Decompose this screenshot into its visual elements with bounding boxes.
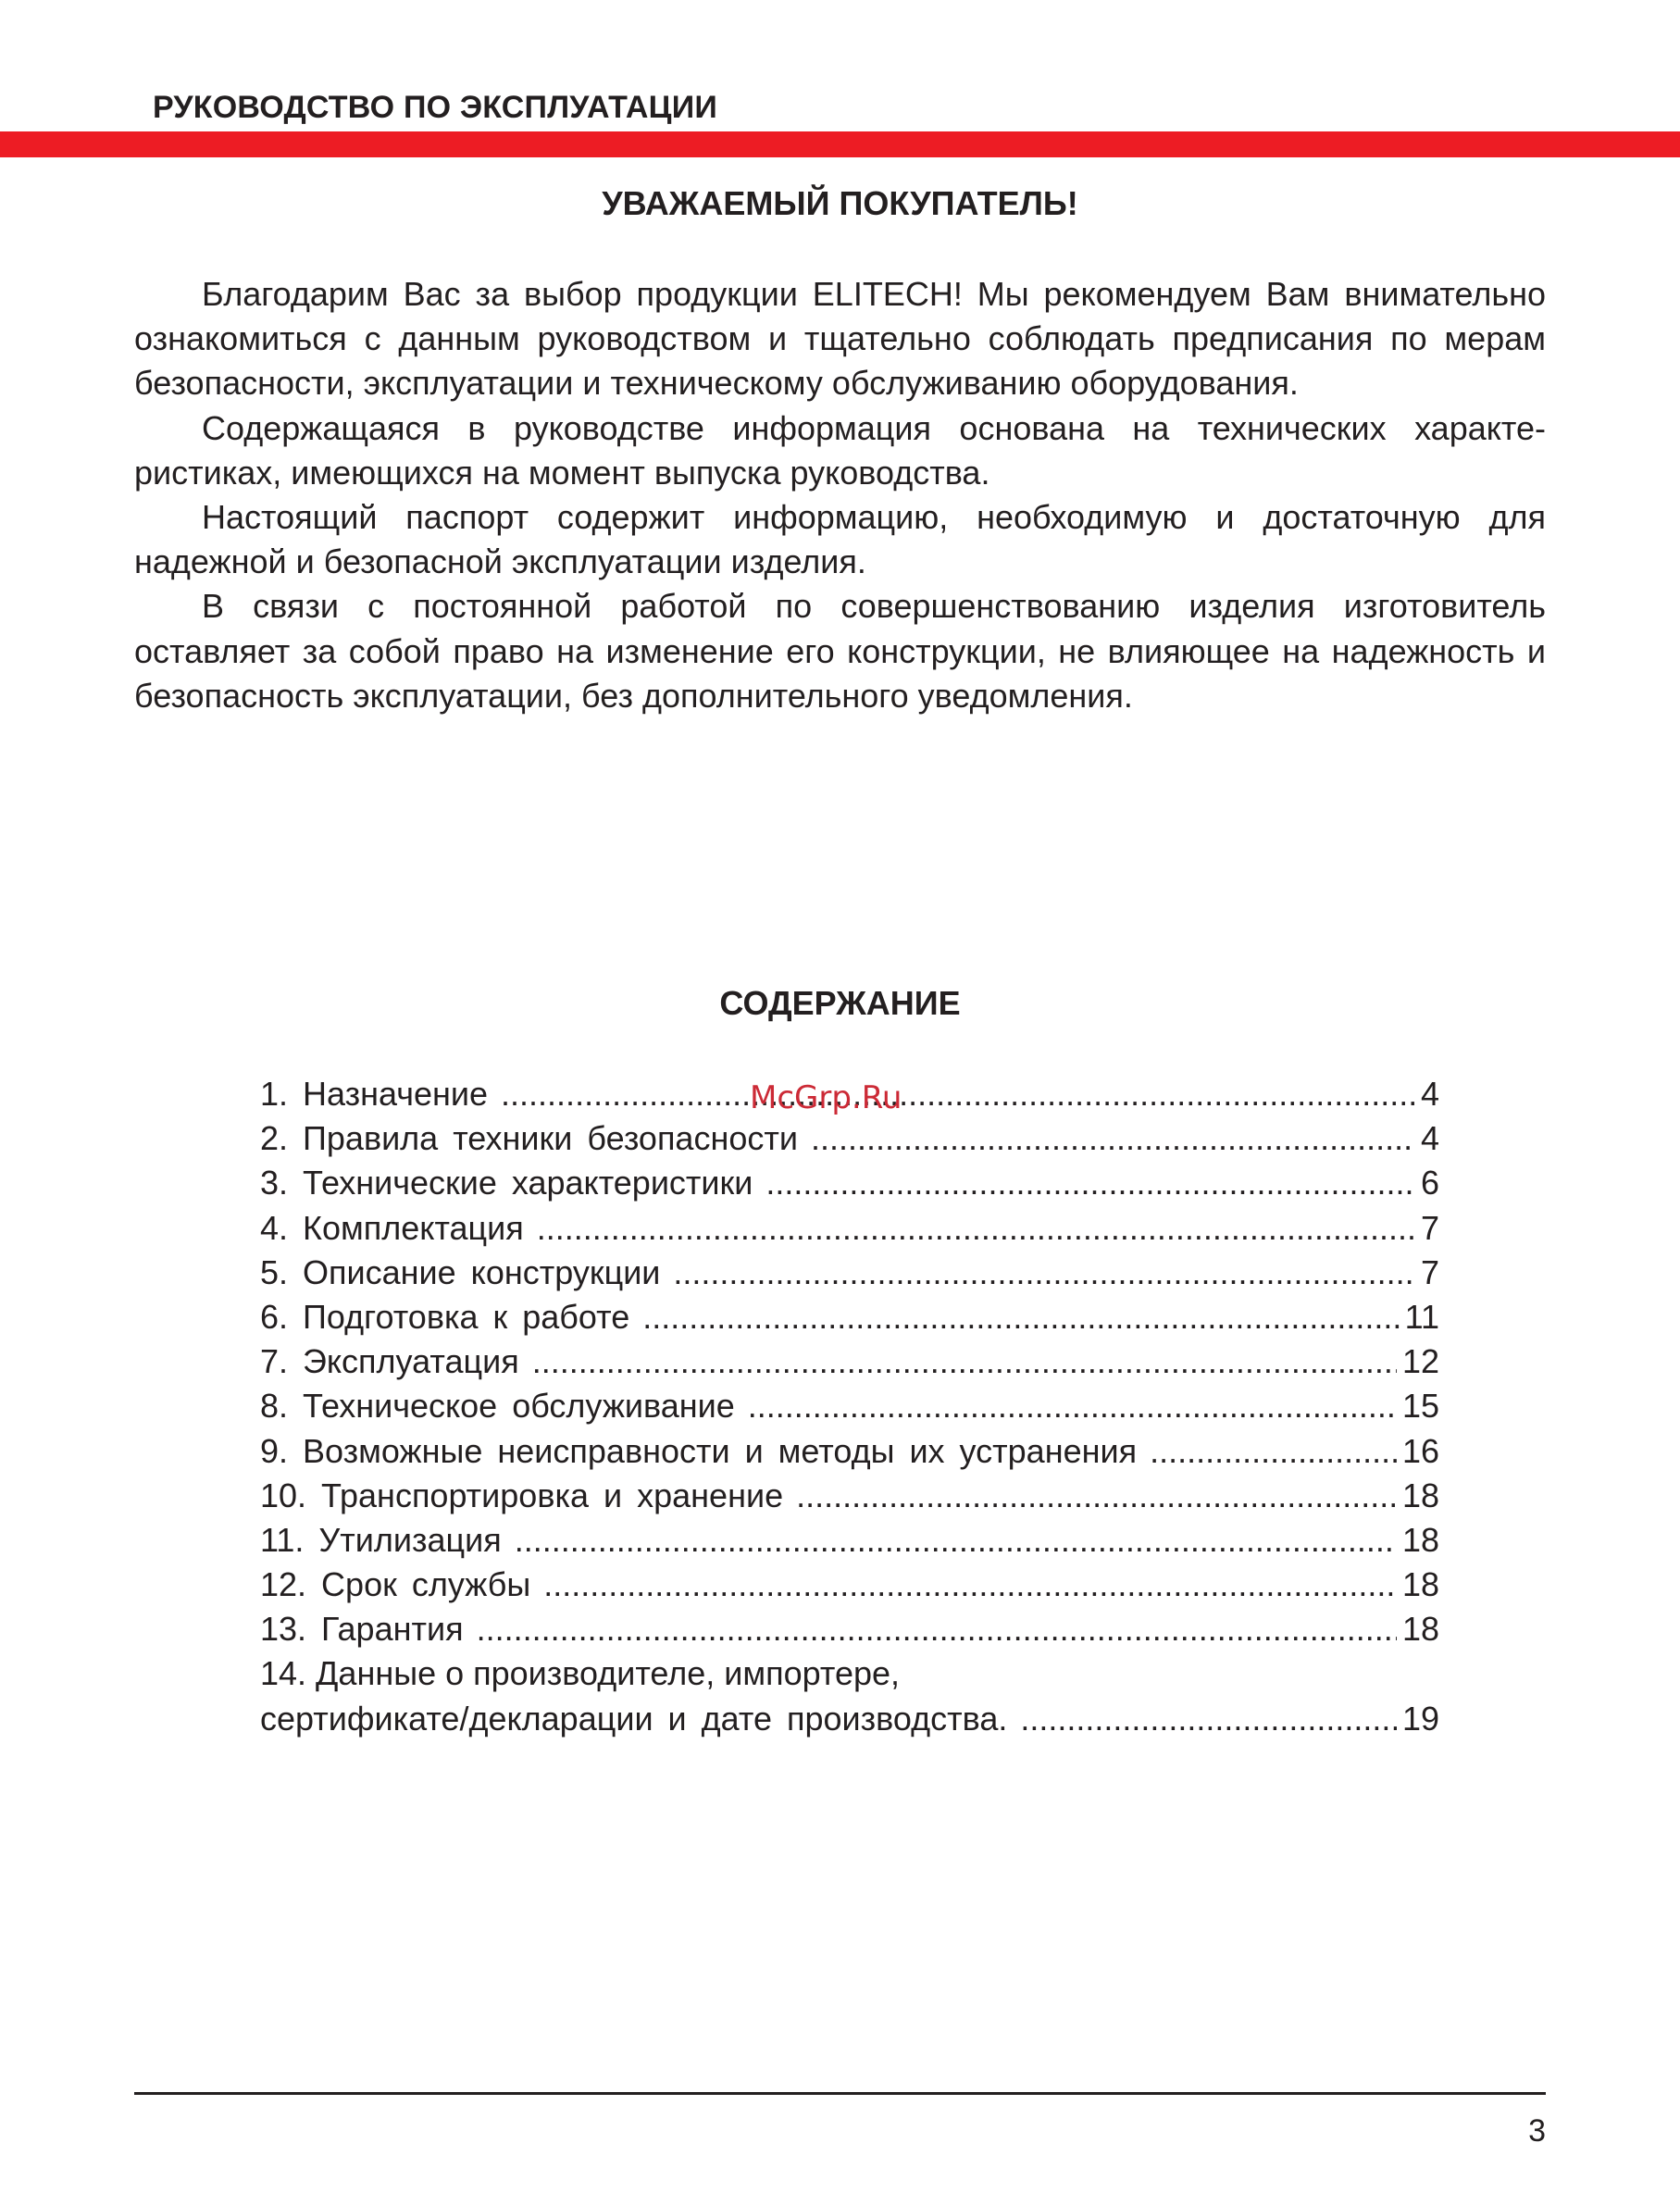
toc-item-label: 9. Возможные неисправности и методы их устранения [260, 1431, 1138, 1470]
toc-dot-leader [515, 1518, 1397, 1563]
toc-item-page: 15 [1401, 1387, 1439, 1426]
toc-item-warranty[interactable] [260, 1607, 1439, 1651]
toc-dot-leader [796, 1474, 1397, 1518]
toc-heading: СОДЕРЖАНИЕ [719, 984, 961, 1022]
toc-item-page: 7 [1420, 1208, 1439, 1247]
toc-item-label: 5. Описание конструкции [260, 1252, 661, 1291]
toc-item-page: 19 [1401, 1699, 1439, 1738]
toc-item-label: 1. Назначение [260, 1075, 489, 1113]
toc-dot-leader [673, 1251, 1415, 1295]
toc-item-disposal[interactable] [260, 1518, 1439, 1563]
toc-dot-leader [501, 1072, 1415, 1116]
toc-dot-leader [642, 1295, 1399, 1339]
header-red-bar [0, 131, 1680, 157]
toc-item-page: 18 [1401, 1476, 1439, 1514]
toc-item-label: 11. Утилизация [260, 1520, 502, 1559]
toc-dot-leader [1150, 1429, 1397, 1474]
intro-text [134, 272, 1546, 718]
toc-item-page: 7 [1420, 1252, 1439, 1291]
intro-paragraph-4: В связи с постоянной работой по совершенствованию изделия изготовитель оставляет за собой право на изменение его конструкции, не влияющее на надежность и безопасность эксплуатации, без дополнительного уведомления. [134, 587, 1546, 715]
toc-item-purpose[interactable] [260, 1072, 1439, 1116]
intro-paragraph-3: Настоящий паспорт содержит информацию, необходимую и достаточную для надежной и безопасной эксплуатации изделия. [134, 498, 1546, 581]
table-of-contents [260, 1072, 1439, 1741]
toc-item-page: 16 [1401, 1431, 1439, 1470]
toc-item-maintenance[interactable] [260, 1384, 1439, 1428]
toc-item-label: 3. Технические характеристики [260, 1164, 753, 1202]
toc-item-label: 7. Эксплуатация [260, 1342, 519, 1381]
toc-item-transport-storage[interactable] [260, 1474, 1439, 1518]
toc-dot-leader [748, 1384, 1397, 1428]
footer-divider [134, 2092, 1546, 2095]
toc-item-label: 13. Гарантия [260, 1610, 464, 1649]
toc-item-label: 8. Техническое обслуживание [260, 1387, 735, 1426]
toc-item-design-description[interactable] [260, 1251, 1439, 1295]
toc-dot-leader [477, 1607, 1397, 1651]
toc-item-service-life[interactable] [260, 1563, 1439, 1607]
running-header-title: РУКОВОДСТВО ПО ЭКСПЛУАТАЦИИ [153, 90, 717, 125]
toc-item-page: 4 [1420, 1075, 1439, 1113]
toc-item-specifications[interactable] [260, 1161, 1439, 1205]
toc-item-label: 6. Подготовка к работе [260, 1297, 630, 1336]
toc-item-page: 11 [1404, 1297, 1439, 1336]
toc-item-label: 12. Срок службы [260, 1565, 531, 1604]
intro-paragraph-2: Содержащаяся в руководстве информация основана на технических характеристиках, имеющихся на момент выпуска руководства. [134, 408, 1546, 492]
toc-item-safety-rules[interactable] [260, 1116, 1439, 1161]
toc-item-label: 4. Комплектация [260, 1208, 524, 1247]
toc-dot-leader [537, 1206, 1415, 1251]
toc-dot-leader [765, 1161, 1415, 1205]
toc-item-line-2 [260, 1697, 1439, 1741]
toc-item-page: 18 [1401, 1565, 1439, 1604]
toc-item-label: 10. Транспортировка и хранение [260, 1476, 784, 1514]
toc-dot-leader [1020, 1697, 1397, 1741]
toc-item-page: 12 [1401, 1342, 1439, 1381]
greeting-heading: УВАЖАЕМЫЙ ПОКУПАТЕЛЬ! [602, 184, 1078, 222]
toc-item-troubleshooting[interactable] [260, 1429, 1439, 1474]
toc-item-label: 2. Правила техники безопасности [260, 1119, 798, 1158]
toc-dot-leader [543, 1563, 1397, 1607]
toc-item-page: 18 [1401, 1520, 1439, 1559]
toc-item-page: 6 [1420, 1164, 1439, 1202]
intro-paragraph-1: Благодарим Вас за выбор продукции ELITECH! Мы рекомендуем Вам внимательно ознакомиться с данным руководством и тщательно соблюдать предписания по мерам безопасности, эксплуатации и техническому обслуживанию оборудования. [134, 275, 1546, 403]
toc-item-operation[interactable] [260, 1339, 1439, 1384]
toc-item-label-line-1: 14. Данные о производителе, импортере, [260, 1654, 901, 1693]
toc-item-page: 18 [1401, 1610, 1439, 1649]
toc-item-manufacturer-data[interactable] [260, 1651, 1439, 1740]
toc-item-preparation[interactable] [260, 1295, 1439, 1339]
page-number: 3 [1528, 2113, 1546, 2149]
toc-item-label-line-2: сертификате/декларации и дате производства. [260, 1699, 1008, 1738]
toc-dot-leader [811, 1116, 1415, 1161]
toc-dot-leader [532, 1339, 1397, 1384]
toc-item-package-contents[interactable] [260, 1206, 1439, 1251]
toc-item-page: 4 [1420, 1119, 1439, 1158]
watermark-text: McGrp.Ru [750, 1079, 902, 1116]
